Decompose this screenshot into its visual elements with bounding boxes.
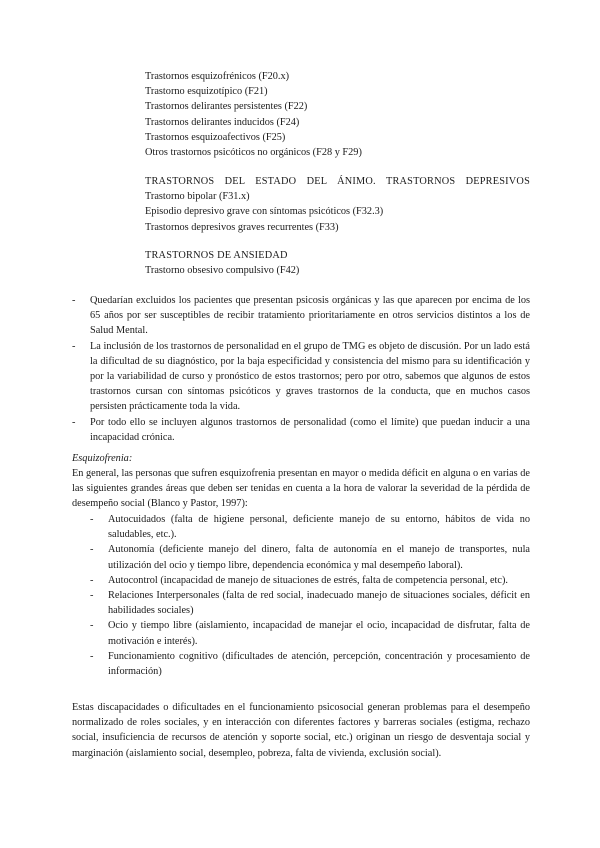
bullet-item [90,618,530,648]
list-item: Trastornos delirantes inducidos (F24) [145,116,300,128]
dash-marker: - [90,590,94,602]
bullet-text: Autocontrol (incapacidad de manejo de situaciones de estrés, falta de competencia personal, etc). [108,574,508,586]
deficit-areas-list [90,512,530,679]
list-item: Trastornos delirantes persistentes (F22) [145,101,308,113]
dash-marker: - [90,620,94,632]
mood-disorders-section [145,174,530,235]
dash-marker: - [72,416,76,428]
dash-marker: - [90,514,94,525]
bullet-text: La inclusión de los trastornos de personalidad en el grupo de TMG es objeto de discusión. Por un lado está la dificultad de su diagnóstico, por la baja especificidad y consistencia del mismo para su identificación y por la variabilidad de curso y pronóstico de estos trastornos; pero por otro, sabemos que algunos de estos trastornos cursan con síntomas psicóticos y graves trastornos de la conducta, que en muchos casos persisten prácticamente toda la vida. [90,340,530,413]
list-item: Otros trastornos psicóticos no orgánicos (F28 y F29) [145,147,362,159]
bullet-item [90,588,530,618]
list-item: Trastornos esquizofrénicos (F20.x) [145,71,290,82]
psychotic-disorders-list [145,69,530,160]
bullet-text: Por todo ello se incluyen algunos trastornos de personalidad (como el límite) que puedan inducir a una incapacidad crónica. [90,416,530,443]
bullet-text: Autocuidados (falta de higiene personal, deficiente manejo de su entorno, hábitos de vida no saludables, etc.). [108,514,530,541]
mood-heading: TRASTORNOS DEL ESTADO DEL ÁNIMO. TRASTORNOS DEPRESIVOS [145,176,530,187]
dash-marker: - [90,574,94,586]
exclusion-bullets [72,293,530,445]
bullet-item [90,573,530,588]
list-item: Episodio depresivo grave con síntomas psicóticos (F32.3) [145,206,384,218]
bullet-item [72,339,530,415]
bullet-text: Quedarían excluidos los pacientes que presentan psicosis orgánicas y las que aparecen por encima de los 65 años por ser susceptibles de recibir tratamiento prioritariamente en otros servicios distintos a los de Salud Mental. [90,295,530,337]
list-item: Trastorno esquizotípico (F21) [145,86,268,98]
list-item: Trastornos depresivos graves recurrentes (F33) [145,221,339,233]
dash-marker: - [72,295,76,306]
anxiety-disorders-section [145,248,530,278]
bullet-text: Autonomía (deficiente manejo del dinero, falta de autonomía en el manejo de transportes, nula utilización del ocio y tiempo libre, dependencia económica y mal desempeño laboral). [108,544,530,571]
bullet-item [90,649,530,679]
bullet-item [72,415,530,445]
schizophrenia-heading: Esquizofrenia: [72,453,133,464]
bullet-text: Ocio y tiempo libre (aislamiento, incapacidad de manejar el ocio, incapacidad de disfrutar, falta de motivación e interés). [108,620,530,647]
list-item: Trastorno obsesivo compulsivo (F42) [145,265,300,277]
schizophrenia-intro: En general, las personas que sufren esquizofrenia presentan en mayor o medida déficit en alguna o en varias de las siguientes grandes áreas que deben ser tenidas en cuenta a la hora de valorar la severidad de la pérdida de desempeño social (Blanco y Pastor, 1997): [72,468,530,510]
closing-paragraph: Estas discapacidades o dificultades en el funcionamiento psicosocial generan problemas para el desempeño normalizado de roles sociales, y en interacción con diferentes factores y barreras sociales (estigma, rechazo social, insuficiencia de recursos de atención y soporte social, etc.) originan un riesgo de desventaja social y marginación (aislamiento social, desempleo, pobreza, falta de vivienda, exclusión social). [72,702,530,759]
bullet-item [90,542,530,572]
bullet-text: Relaciones Interpersonales (falta de red social, inadecuado manejo de situaciones sociales, déficit en habilidades sociales) [108,590,530,617]
dash-marker: - [72,340,76,352]
dash-marker: - [90,650,94,662]
list-item: Trastorno bipolar (F31.x) [145,191,250,203]
dash-marker: - [90,544,94,556]
bullet-item [90,512,530,542]
bullet-item [72,293,530,339]
list-item: Trastornos esquizoafectivos (F25) [145,131,286,143]
anxiety-heading: TRASTORNOS DE ANSIEDAD [145,250,288,261]
bullet-text: Funcionamiento cognitivo (dificultades de atención, percepción, concentración y procesamiento de información) [108,650,530,678]
